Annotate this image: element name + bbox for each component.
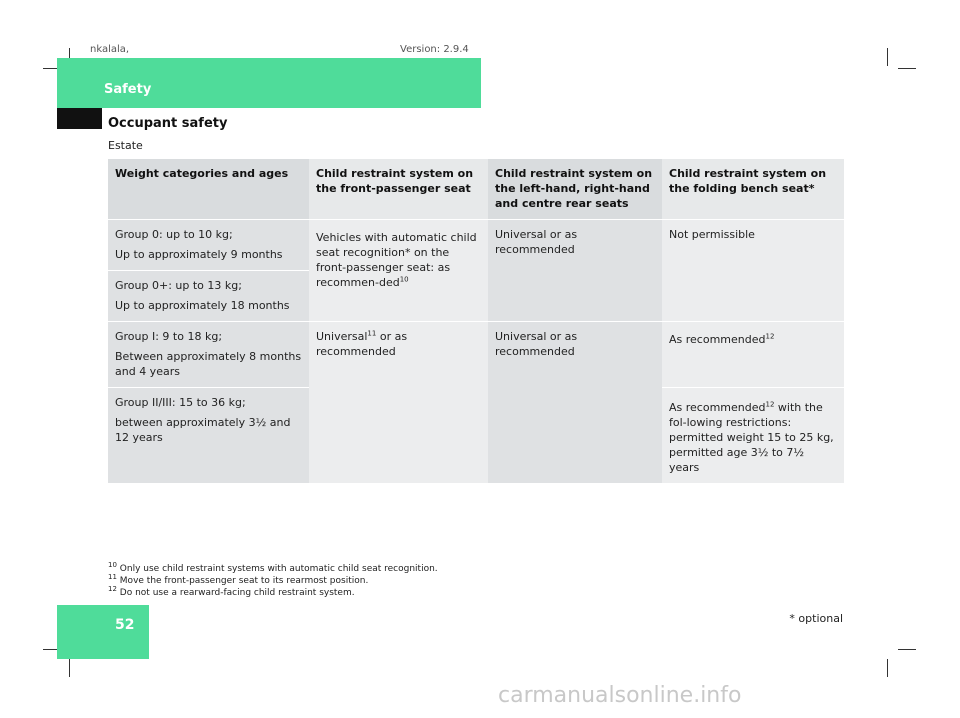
page-title: Occupant safety — [108, 116, 228, 131]
footnote-ref: 11 — [367, 329, 377, 338]
cell-text-tail: or as recommended — [316, 330, 408, 358]
cell-text — [669, 332, 837, 347]
footnote-number: 11 — [108, 573, 117, 581]
cell-text-main: As recommended — [669, 401, 766, 414]
version-meta: Version: 2.9.4 — [400, 44, 469, 55]
footnote-text: Move the front-passenger seat to its rearmost position. — [119, 576, 369, 586]
cell-text — [316, 330, 407, 358]
cell-group-0 — [108, 220, 309, 271]
crop-mark — [898, 649, 916, 650]
footnote — [108, 575, 438, 587]
page-number: 52 — [115, 617, 135, 633]
section-label: Safety — [104, 82, 152, 97]
cell-text — [316, 230, 481, 290]
cell-text: Not permissible — [669, 228, 755, 241]
author-meta: nkalala, — [90, 44, 130, 55]
optional-note: * optional — [789, 612, 843, 625]
crop-mark — [887, 48, 888, 66]
watermark: carmanualsonline.info — [498, 683, 742, 708]
cell-bench-group-2-3 — [662, 388, 844, 484]
crop-mark — [898, 68, 916, 69]
header-rear-seats: Child restraint system on the left-hand, right-hand and centre rear seats — [488, 159, 662, 220]
table-row — [108, 220, 844, 271]
footnote-ref: 12 — [765, 332, 775, 341]
cell-line: Group I: 9 to 18 kg; — [115, 330, 223, 343]
cell-rear-group-0 — [488, 220, 662, 322]
table-header-row — [108, 159, 844, 220]
cell-front-group-1 — [309, 322, 488, 484]
footnote — [108, 587, 438, 599]
cell-text-tail: with the fol-lowing restrictions: permitted weight 15 to 25 kg, permitted age 3½ to 7½ years — [669, 401, 834, 474]
crop-mark — [887, 659, 888, 677]
cell-line: Up to approximately 9 months — [115, 248, 283, 261]
cell-text — [669, 400, 837, 475]
footnotes — [108, 563, 438, 599]
cell-line: Group 0: up to 10 kg; — [115, 228, 233, 241]
cell-bench-group-0 — [662, 220, 844, 322]
cell-line: between approximately 3½ and 12 years — [115, 416, 291, 444]
footnote-number: 12 — [108, 585, 117, 593]
cell-front-group-0 — [309, 220, 488, 322]
footnote-number: 10 — [108, 561, 117, 569]
cell-group-1 — [108, 322, 309, 388]
section-header-bar — [57, 58, 481, 108]
table-caption: Estate — [108, 139, 143, 152]
footnote-ref: 12 — [765, 400, 775, 409]
cell-group-2-3 — [108, 388, 309, 484]
cell-text: Universal or as recommended — [495, 228, 578, 256]
cell-line: Group 0+: up to 13 kg; — [115, 279, 242, 292]
footnote — [108, 563, 438, 575]
cell-bench-group-1 — [662, 322, 844, 388]
cell-line: Between approximately 8 months and 4 years — [115, 350, 302, 378]
footnote-text: Do not use a rearward-facing child restraint system. — [119, 588, 355, 598]
footnote-text: Only use child restraint systems with automatic child seat recognition. — [119, 564, 438, 574]
crop-mark — [69, 659, 70, 677]
table-row — [108, 322, 844, 388]
cell-group-0plus — [108, 271, 309, 322]
child-restraint-table — [108, 159, 844, 483]
cell-text: Universal or as recommended — [495, 330, 578, 358]
cell-rear-group-1 — [488, 322, 662, 484]
header-weight-categories: Weight categories and ages — [108, 159, 309, 220]
cell-text-main: As recommended — [669, 333, 766, 346]
footnote-ref: 10 — [399, 275, 409, 284]
cell-text-main: Universal — [316, 330, 368, 343]
cell-text-main: Vehicles with automatic child seat recognition* on the front-passenger seat: as recommen-ded — [316, 231, 477, 289]
header-folding-bench: Child restraint system on the folding bench seat* — [662, 159, 844, 220]
header-front-passenger: Child restraint system on the front-passenger seat — [309, 159, 488, 220]
page-number-box — [57, 605, 149, 659]
cell-line: Up to approximately 18 months — [115, 299, 290, 312]
cell-line: Group II/III: 15 to 36 kg; — [115, 396, 246, 409]
header-marker-block — [57, 108, 102, 129]
